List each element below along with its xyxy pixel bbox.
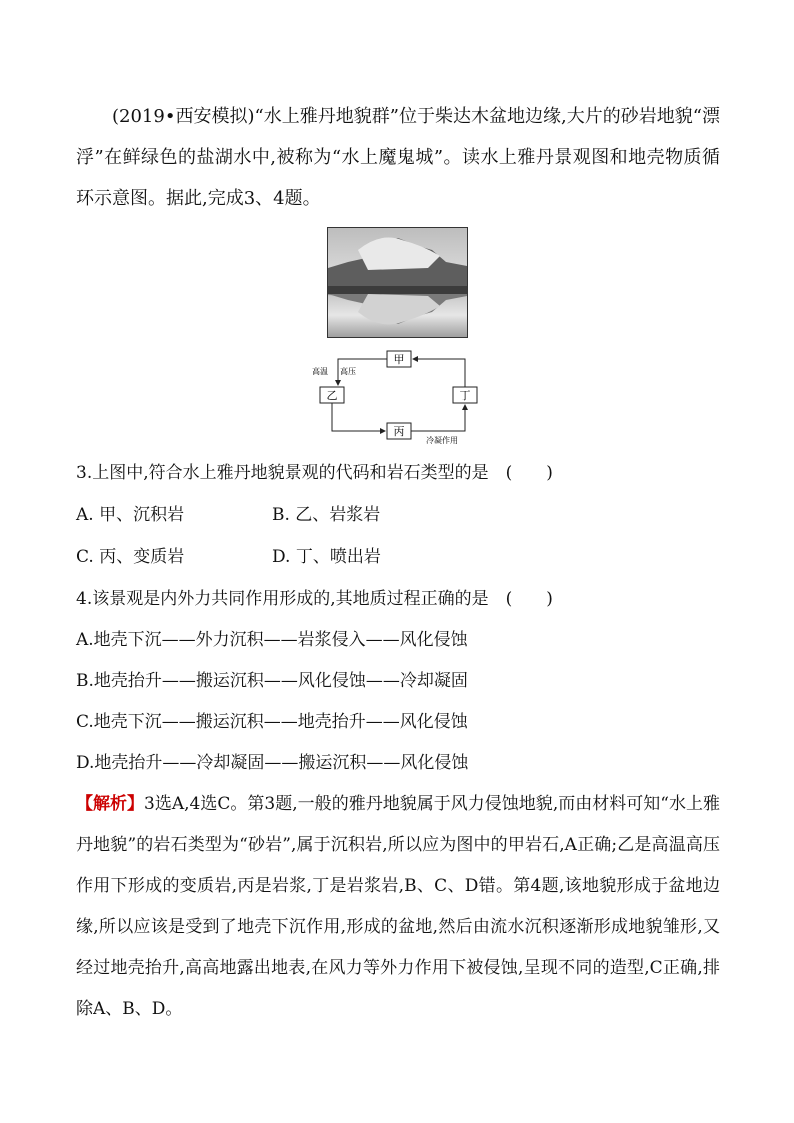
q4-option-d: D.地壳抬升——冷却凝固——搬运沉积——风化侵蚀 <box>76 753 469 773</box>
arrow-bing-to-ding <box>411 405 465 431</box>
arrow-yi-to-bing <box>332 403 385 431</box>
box-bing-label: 丙 <box>393 425 405 438</box>
q3-option-d: D. 丁、喷出岩 <box>272 547 381 567</box>
crust-material-cycle-diagram <box>310 346 480 446</box>
q3-option-b: B. 乙、岩浆岩 <box>272 505 381 525</box>
yardang-landscape-photo <box>327 227 468 338</box>
analysis-paragraph <box>76 784 720 1030</box>
q3-option-c: C. 丙、变质岩 <box>76 547 185 567</box>
q4-option-a: A.地壳下沉——外力沉积——岩浆侵入——风化侵蚀 <box>76 630 468 650</box>
label-high-temp: 高温 <box>312 367 328 376</box>
intro-paragraph: (2019•西安模拟)“水上雅丹地貌群”位于柴达木盆地边缘,大片的砂岩地貌“漂浮”在鲜绿色的盐湖水中,被称为“水上魔鬼城”。读水上雅丹景观图和地壳物质循环示意图。据此,完成3、4题。 <box>76 106 720 209</box>
question-3-stem: 3.上图中,符合水上雅丹地貌景观的代码和岩石类型的是 ( ) <box>76 463 553 483</box>
q4-option-c: C.地壳下沉——搬运沉积——地壳抬升——风化侵蚀 <box>76 712 468 732</box>
analysis-tag: 【解析】 <box>76 794 145 814</box>
label-cooling: 冷凝作用 <box>426 436 458 445</box>
analysis-text: 3选A,4选C。第3题,一般的雅丹地貌属于风力侵蚀地貌,而由材料可知“水上雅丹地貌”的岩石类型为“砂岩”,属于沉积岩,所以应为图中的甲岩石,A正确;乙是高温高压作用下形成的变质岩,丙是岩浆,丁是岩浆岩,B、C、D错。第4题,该地貌形成于盆地边缘,所以应该是受到了地壳下沉作用,形成的盆地,然后由流水沉积逐渐形成地貌雏形,又经过地壳抬升,高高地露出地表,在风力等外力作用下被侵蚀,呈现不同的造型,C正确,排除A、B、D。 <box>76 794 721 1019</box>
q3-option-a: A. 甲、沉积岩 <box>76 505 185 525</box>
box-jia-label: 甲 <box>393 353 405 366</box>
yardang-photo-art <box>328 228 467 337</box>
box-yi-label: 乙 <box>326 389 338 402</box>
box-ding-label: 丁 <box>459 389 471 402</box>
arrow-ding-to-jia <box>413 359 465 387</box>
question-4-stem: 4.该景观是内外力共同作用形成的,其地质过程正确的是 ( ) <box>76 589 553 609</box>
label-high-pressure: 高压 <box>340 367 356 376</box>
q4-option-b: B.地壳抬升——搬运沉积——风化侵蚀——冷却凝固 <box>76 671 468 691</box>
